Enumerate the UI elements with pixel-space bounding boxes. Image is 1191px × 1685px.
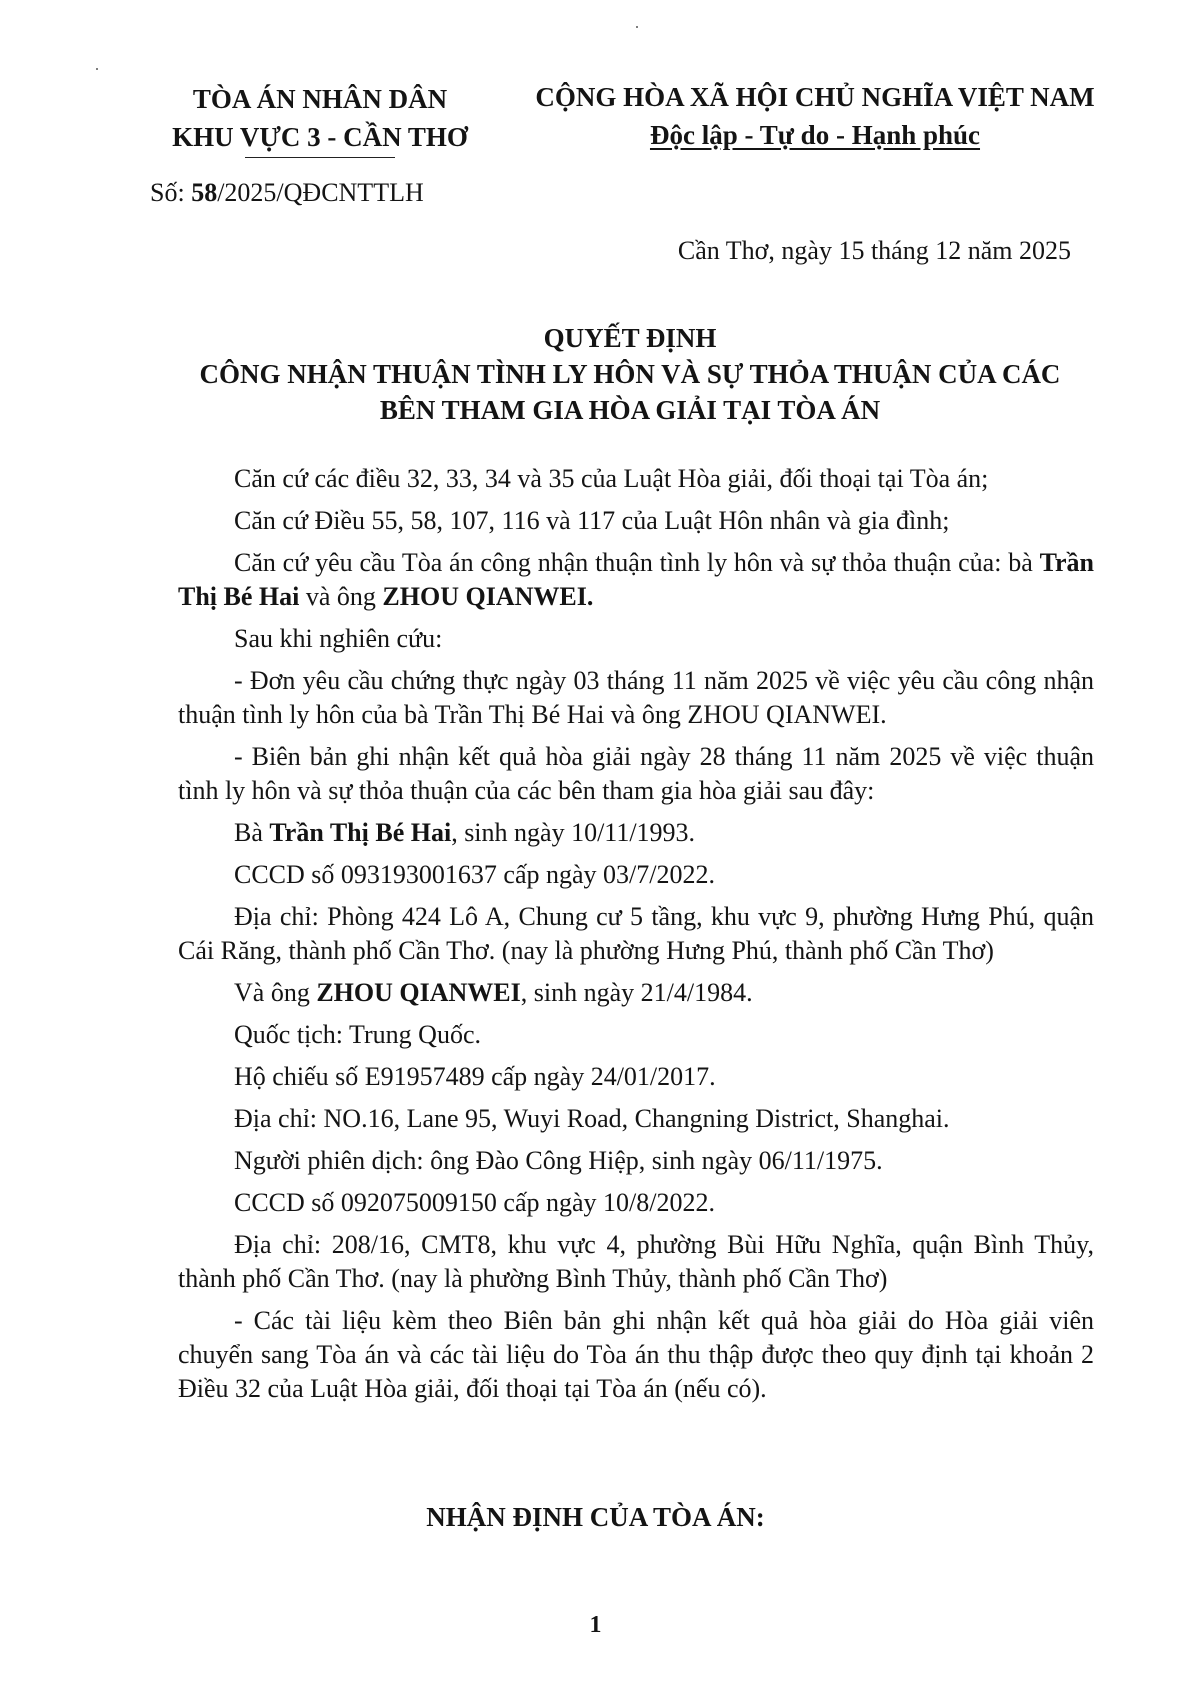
party-1-name: Bà Trần Thị Bé Hai, sinh ngày 10/11/1993. <box>234 818 696 847</box>
party-2-address: Địa chỉ: NO.16, Lane 95, Wuyi Road, Changning District, Shanghai. <box>234 1104 950 1133</box>
party-2-passport: Hộ chiếu số E91957489 cấp ngày 24/01/2017. <box>234 1062 716 1091</box>
document-body <box>178 462 1094 1414</box>
title-line-1: QUYẾT ĐỊNH <box>543 323 717 353</box>
request-item: - Đơn yêu cầu chứng thực ngày 03 tháng 11 năm 2025 về việc yêu cầu công nhận thuận tình ly hôn của bà Trần Thị Bé Hai và ông ZHOU QIANWEI. <box>178 666 1094 729</box>
court-header <box>150 80 490 158</box>
legal-basis-2: Căn cứ Điều 55, 58, 107, 116 và 117 của Luật Hôn nhân và gia đình; <box>234 506 950 535</box>
title-line-3: BÊN THAM GIA HÒA GIẢI TẠI TÒA ÁN <box>379 395 881 425</box>
party-1-address: Địa chỉ: Phòng 424 Lô A, Chung cư 5 tầng, khu vực 9, phường Hưng Phú, quận Cái Răng, thành phố Cần Thơ. (nay là phường Hưng Phú, thành phố Cần Thơ) <box>178 902 1094 965</box>
place-date-line: Cần Thơ, ngày 15 tháng 12 năm 2025 <box>677 236 1071 265</box>
interpreter-address: Địa chỉ: 208/16, CMT8, khu vực 4, phường Bùi Hữu Nghĩa, quận Bình Thủy, thành phố Cần Thơ. (nay là phường Bình Thủy, thành phố Cần Thơ) <box>178 1230 1094 1293</box>
court-name: TÒA ÁN NHÂN DÂN <box>192 84 448 114</box>
section-heading: NHẬN ĐỊNH CỦA TÒA ÁN: <box>426 1502 765 1532</box>
court-underline <box>245 157 395 158</box>
page-number: 1 <box>589 1612 602 1638</box>
party-2-name: Và ông ZHOU QIANWEI, sinh ngày 21/4/1984. <box>234 978 753 1007</box>
scan-speck <box>96 68 98 70</box>
interpreter-name: Người phiên dịch: ông Đào Công Hiệp, sinh ngày 06/11/1975. <box>234 1146 883 1175</box>
review-intro: Sau khi nghiên cứu: <box>234 624 443 653</box>
minutes-item: - Biên bản ghi nhận kết quả hòa giải ngày 28 tháng 11 năm 2025 về việc thuận tình ly hôn và sự thỏa thuận của các bên tham gia hòa giải sau đây: <box>178 742 1094 805</box>
party-2-nationality: Quốc tịch: Trung Quốc. <box>234 1020 481 1049</box>
national-motto: Độc lập - Tự do - Hạnh phúc <box>649 120 981 150</box>
court-region: KHU VỰC 3 - CẦN THƠ <box>172 122 468 152</box>
interpreter-id: CCCD số 092075009150 cấp ngày 10/8/2022. <box>234 1188 715 1217</box>
decision-number: Số: 58/2025/QĐCNTTLH <box>150 178 424 207</box>
attached-documents: - Các tài liệu kèm theo Biên bản ghi nhận kết quả hòa giải do Hòa giải viên chuyển sang Tòa án và các tài liệu do Tòa án thu thập được theo quy định tại khoản 2 Điều 32 của Luật Hòa giải, đối thoại tại Tòa án (nếu có). <box>178 1306 1094 1403</box>
title-line-2: CÔNG NHẬN THUẬN TÌNH LY HÔN VÀ SỰ THỎA THUẬN CỦA CÁC <box>199 359 1061 389</box>
republic-name: CỘNG HÒA XÃ HỘI CHỦ NGHĨA VIỆT NAM <box>535 82 1095 112</box>
scan-speck <box>636 26 638 28</box>
document-title <box>130 320 1130 428</box>
republic-header <box>505 78 1125 154</box>
party-1-id: CCCD số 093193001637 cấp ngày 03/7/2022. <box>234 860 715 889</box>
legal-basis-3: Căn cứ yêu cầu Tòa án công nhận thuận tình ly hôn và sự thỏa thuận của: bà Trần Thị Bé Hai và ông ZHOU QIANWEI. <box>178 548 1094 611</box>
legal-basis-1: Căn cứ các điều 32, 33, 34 và 35 của Luật Hòa giải, đối thoại tại Tòa án; <box>234 464 989 493</box>
